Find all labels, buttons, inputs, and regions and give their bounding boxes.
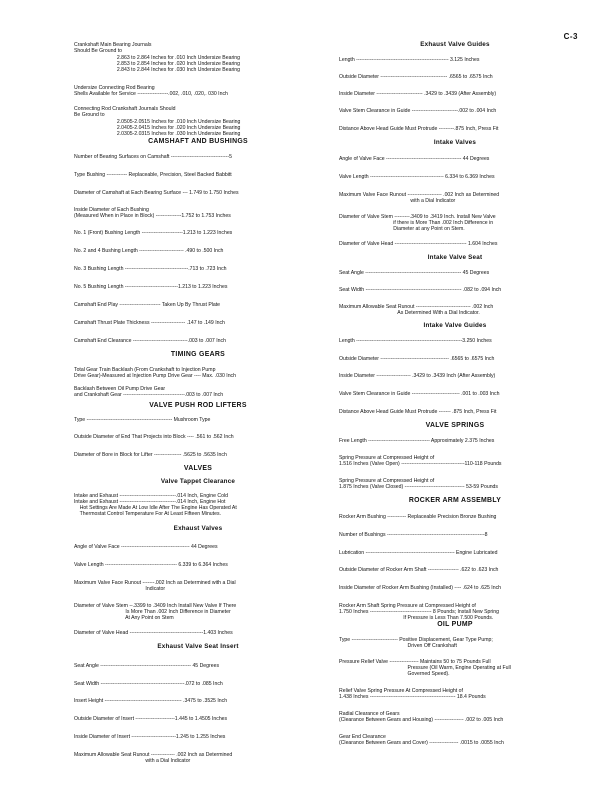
page-number: C-3 bbox=[563, 32, 578, 41]
spec-item: Intake and Exhaust ---------------------------------.014 Inch, Engine Cold Intake and Exhaust ---------------------------------.014 Inch, Engine Hot Hot Settings Are Made At Low Idle After The Engine Has Operated At Thermostat Control Temperature For At Least Fifteen Minutes. bbox=[74, 493, 237, 518]
timing-gears-heading: TIMING GEARS bbox=[170, 351, 226, 358]
spec-item: Diameter of Camshaft at Each Bearing Surface --- 1.749 to 1.750 Inches bbox=[74, 190, 239, 196]
crankshaft-journals-line: 2.863 to 2.864 Inches for .010 Inch Undersize Bearing bbox=[74, 55, 241, 61]
spec-item: Type --------------------------- Positive Displacement, Gear Type Pump; Driven Off Crankshaft bbox=[339, 637, 493, 650]
spec-item: No. 2 and 4 Bushing Length -------------------------- .490 to .500 Inch bbox=[74, 248, 224, 254]
spec-item: Seat Angle ----------------------------------------------------- 45 Degrees bbox=[74, 663, 220, 669]
spec-item: Outside Diameter of End That Projects into Block ---- .561 to .562 Inch bbox=[74, 434, 234, 440]
crankshaft-journals-line: Should Be Ground to bbox=[74, 48, 123, 54]
spec-item: Length ------------------------------------------------------ 3.125 Inches bbox=[339, 57, 480, 63]
spec-item: Type Bushing ------------ Replaceable, Precision, Steel Backed Babbitt bbox=[74, 172, 232, 178]
spec-item: Diameter of Valve Stem ---------.3409 to .3419 Inch. Install New Valve if there is More Than .002 Inch Difference in Diameter at any Point on Stem. bbox=[339, 214, 496, 233]
spec-item: Number of Bushings ---------------------------------------------------------8 bbox=[339, 532, 488, 538]
spec-item: Pressure Relief Valve ----------------- Maintains 50 to 75 Pounds Full Pressure (Oil Warm, Engine Operating at Full Governed Speed). bbox=[339, 659, 511, 678]
spec-item: Maximum Valve Face Runout -------.002 Inch as Determined with a Dial Indicator bbox=[74, 580, 236, 593]
spec-item: Spring Pressure at Compressed Height of 1.875 Inches (Valve Closed) ----------------------------------- 53-59 Pounds bbox=[339, 478, 498, 491]
spec-item: Length --------------------------------------------------------------3.250 Inches bbox=[339, 338, 492, 344]
crankshaft-journals-line: 2.843 to 2.844 Inches for .030 Inch Undersize Bearing bbox=[74, 67, 241, 73]
spec-item: Lubrication ---------------------------------------------------- Engine Lubricated bbox=[339, 550, 498, 556]
spec-item: Camshaft Thrust Plate Thickness -------------------- .147 to .149 Inch bbox=[74, 320, 225, 326]
spec-item: Camshaft End Clearance --------------------------------.003 to .007 Inch bbox=[74, 338, 226, 344]
intake-guides-heading: Intake Valve Guides bbox=[423, 322, 487, 329]
spec-item: Spring Pressure at Compressed Height of 1.516 Inches (Valve Open) -------------------------------------110-118 Pounds bbox=[339, 455, 502, 468]
spec-item: Backlash Between Oil Pump Drive Gear and Crankshaft Gear ------------------------------------.003 to .007 Inch bbox=[74, 386, 224, 399]
exhaust-guides-heading: Exhaust Valve Guides bbox=[420, 41, 490, 48]
spec-item: Seat Width -------------------------------------------------------- .082 to .094 Inch bbox=[339, 287, 502, 293]
spec-item: Maximum Allowable Seat Runout -------------------------------- .002 Inch As Determined With a Dial Indicator. bbox=[339, 304, 494, 317]
spec-item: Inside Diameter --------------------------- .3429 to .3439 (After Assembly) bbox=[339, 91, 497, 97]
spec-item: Camshaft End Play ------------------------ Taken Up By Thrust Plate bbox=[74, 302, 221, 308]
spec-item: Angle of Valve Face ---------------------------------------- 44 Degrees bbox=[74, 544, 218, 550]
connecting-rod-journals-line: 2.0305-2.0315 Inches for .030 Inch Undersize Bearing bbox=[74, 131, 241, 137]
spec-item: Radial Clearance of Gears (Clearance Between Gears and Housing) ----------------- .002 to .005 Inch bbox=[339, 711, 504, 724]
lifters-heading: VALVE PUSH ROD LIFTERS bbox=[149, 402, 247, 409]
connecting-rod-journals-line: 2.0505-2.0515 Inches for .010 Inch Undersize Bearing bbox=[74, 119, 241, 125]
exhaust-valves-heading: Exhaust Valves bbox=[173, 525, 223, 532]
camshaft-heading: CAMSHAFT AND BUSHINGS bbox=[148, 138, 248, 145]
spec-item: Number of Bearing Surfaces on Camshaft ----------------------------------5 bbox=[74, 154, 232, 160]
spec-item: Inside Diameter of Each Bushing (Measured When in Place in Block) ---------------1.752 to 1.753 Inches bbox=[74, 207, 231, 220]
spec-item: Diameter of Valve Head ------------------------------------------ 1.604 Inches bbox=[339, 241, 498, 247]
connecting-rod-journals-line: Connecting Rod Crankshaft Journals Should bbox=[74, 106, 176, 112]
connecting-rod-journals-line: 2.0405-2.0415 Inches for .020 Inch Undersize Bearing bbox=[74, 125, 241, 131]
undersize-rod-line: Shells Available for Service ------------------.002, .010, .020,. 030 Inch bbox=[74, 91, 228, 97]
spec-item: No. 5 Bushing Length -------------------------------1.213 to 1.223 Inches bbox=[74, 284, 228, 290]
spec-item: Valve Length ------------------------------------------ 6.339 to 6.364 Inches bbox=[74, 562, 228, 568]
intake-valves-heading: Intake Valves bbox=[433, 139, 477, 146]
crankshaft-journals-line: Crankshaft Main Bearing Journals bbox=[74, 42, 152, 48]
spec-item: Angle of Valve Face -------------------------------------------- 44 Degrees bbox=[339, 156, 490, 162]
spec-item: Outside Diameter of Rocker Arm Shaft ------------------ .622 to .623 Inch bbox=[339, 567, 499, 573]
connecting-rod-journals-line: Be Ground to bbox=[74, 112, 105, 118]
spec-item: Rocker Arm Bushing ----------- Replaceable Precision Bronze Bushing bbox=[339, 514, 497, 520]
spec-item: Valve Stem Clearance in Guide ---------------------------.002 to .004 Inch bbox=[339, 108, 497, 114]
spec-item: Distance Above Head Guide Must Protrude ------- .875 Inch, Press Fit bbox=[339, 409, 497, 415]
valves-heading: VALVES bbox=[183, 465, 213, 472]
tappet-heading: Valve Tappet Clearance bbox=[160, 478, 236, 485]
intake-seat-heading: Intake Valve Seat bbox=[427, 254, 483, 261]
spec-item: Inside Diameter of Insert --------------------------1.245 to 1.255 Inches bbox=[74, 734, 226, 740]
spec-item: Free Length ------------------------------------ Approximately 2.375 Inches bbox=[339, 438, 495, 444]
oil-pump-heading: OIL PUMP bbox=[437, 621, 473, 628]
spec-item: Seat Angle -------------------------------------------------------- 45 Degrees bbox=[339, 270, 490, 276]
spec-item: Diameter of Bore in Block for Lifter ---------------- .5625 to .5635 Inch bbox=[74, 452, 227, 458]
spec-item: Total Gear Train Backlash (From Crankshaft to Injection Pump Drive Gear)-Measured at Injection Pump Drive Gear ---- Max. .030 Inch bbox=[74, 367, 236, 380]
spec-item: No. 1 (Front) Bushing Length ------------------------1.213 to 1.223 Inches bbox=[74, 230, 233, 236]
springs-heading: VALVE SPRINGS bbox=[425, 422, 485, 429]
spec-item: Valve Stem Clearance in Guide ---------------------------- .001 to .003 Inch bbox=[339, 391, 500, 397]
exhaust-insert-heading: Exhaust Valve Seat Insert bbox=[157, 643, 239, 650]
spec-item: Outside Diameter of Insert -----------------------1.445 to 1.4505 Inches bbox=[74, 716, 228, 722]
spec-item: Diameter of Valve Stem --.3399 to .3409 Inch Install New Valve If There Is More Than .002 Inch Difference in Diameter At Any Point on Stem bbox=[74, 603, 237, 622]
spec-item: No. 3 Bushing Length -------------------------------------.713 to .723 Inch bbox=[74, 266, 227, 272]
spec-item: Gear End Clearance (Clearance Between Gears and Cover) ----------------- .0015 to .0055 Inch bbox=[339, 734, 504, 747]
spec-item: Seat Width -------------------------------------------------.072 to .085 Inch bbox=[74, 681, 223, 687]
spec-item: Type -------------------------------------------------- Mushroom Type bbox=[74, 417, 211, 423]
spec-item: Valve Length ------------------------------------------- 6.334 to 6.369 Inches bbox=[339, 174, 495, 180]
spec-item: Outside Diameter ---------------------------------------- .6565 to .6575 Inch bbox=[339, 356, 495, 362]
crankshaft-journals-line: 2.853 to 2.854 Inches for .020 Inch Undersize Bearing bbox=[74, 61, 241, 67]
spec-item: Rocker Arm Shaft Spring Pressure at Compressed Height of 1.750 Inches ------------------------------------ 8 Pounds; Install New Spring If Pressure is Less Than 7.500 Pounds. bbox=[339, 603, 499, 622]
spec-item: Distance Above Head Guide Must Protrude ---------.875 Inch, Press Fit bbox=[339, 126, 499, 132]
spec-item: Maximum Valve Face Runout -------------------- .002 Inch as Determined with a Dial Indicator bbox=[339, 192, 500, 205]
rocker-heading: ROCKER ARM ASSEMBLY bbox=[408, 497, 502, 504]
spec-item: Maximum Allowable Seat Runout -------------- .002 Inch as Determined with a Dial Indicator bbox=[74, 752, 233, 765]
spec-item: Diameter of Valve Head -------------------------------------------1.403 Inches bbox=[74, 630, 233, 636]
undersize-rod-line: Undersize Connecting Rod Bearing bbox=[74, 85, 155, 91]
spec-item: Inside Diameter -------------------- .3429 to .3439 Inch (After Assembly) bbox=[339, 373, 496, 379]
spec-item: Insert Height --------------------------------------------- .3475 to .3525 Inch bbox=[74, 698, 228, 704]
spec-item: Outside Diameter --------------------------------------- .6565 to .6575 Inch bbox=[339, 74, 493, 80]
spec-item: Inside Diameter of Rocker Arm Bushing (Installed) ---- .624 to .625 Inch bbox=[339, 585, 501, 591]
spec-item: Relief Valve Spring Pressure At Compressed Height of 1.438 Inches -------------------------------------------------- 18.4 Pounds bbox=[339, 688, 486, 701]
